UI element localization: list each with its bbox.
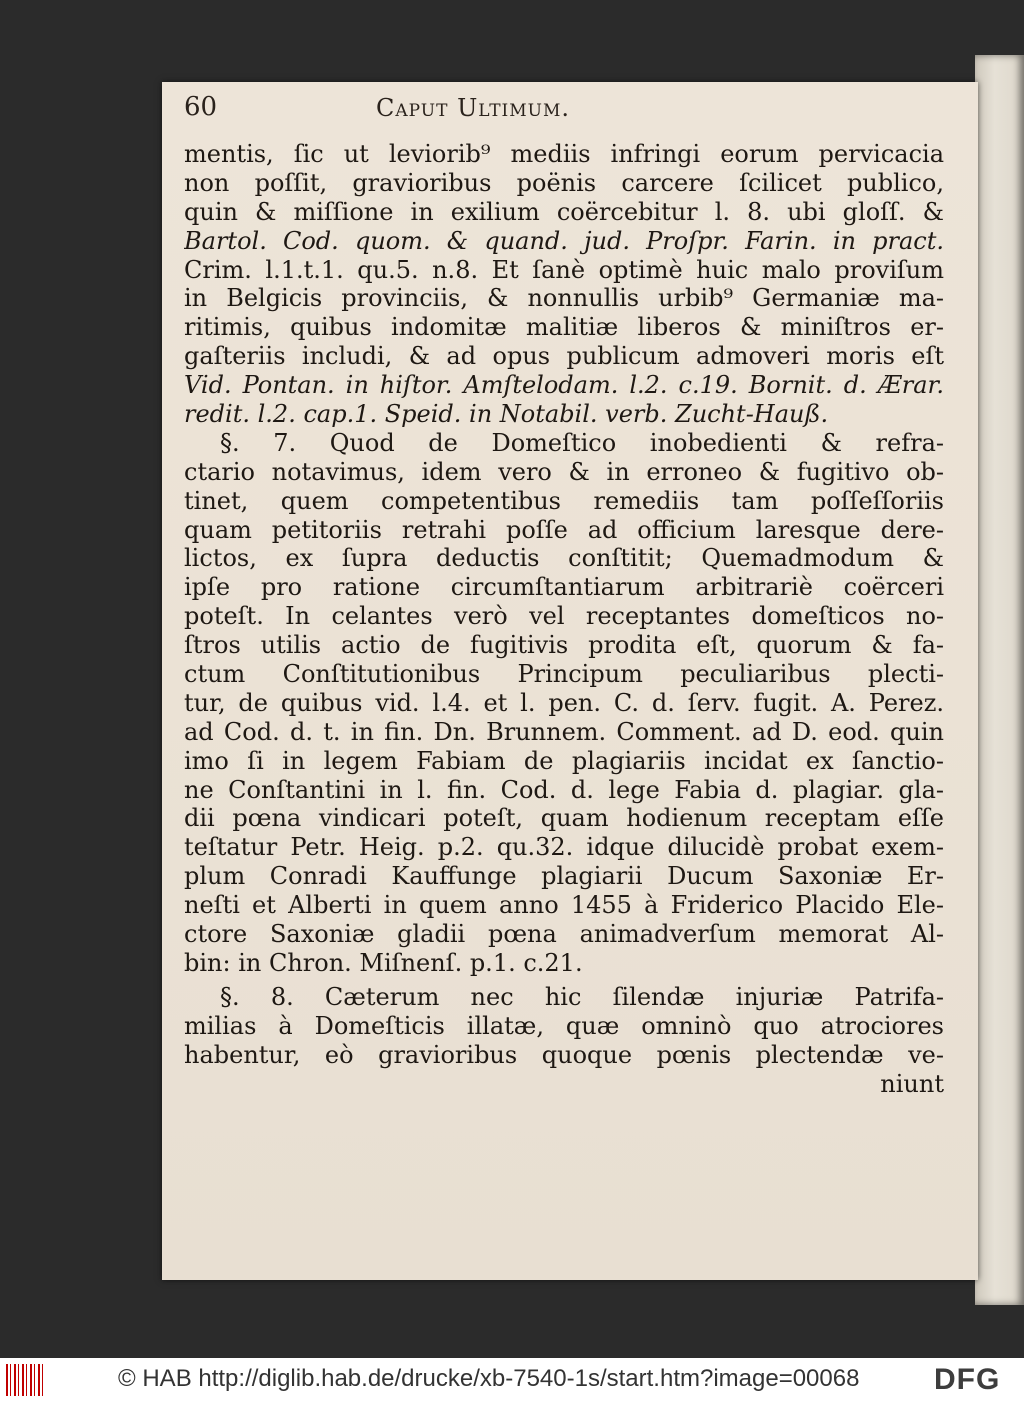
text-line: ipſe pro ratione circumſtantiarum arbitrariè coërceri [184,573,944,602]
copyright-url[interactable]: © HAB http://diglib.hab.de/drucke/xb-7540-1s/start.htm?image=00068 [118,1365,860,1392]
text-line: gaſteriis includi, & ad opus publicum admoveri moris eſt [184,342,944,371]
text-line: ritimis, quibus indomitæ malitiæ liberos & miniſtros er- [184,313,944,342]
text-line: habentur, eò gravioribus quoque pœnis plectendæ ve- [184,1040,944,1069]
text-line: niunt [880,1069,944,1098]
barcode-icon [6,1364,46,1396]
text-line: neſti et Alberti in quem anno 1455 à Friderico Placido Ele- [184,891,944,920]
text-line: dii pœna vindicari poteſt, quam hodienum receptam eſſe [184,804,944,833]
text-line: ctore Saxoniæ gladii pœna animadverſum memorat Al- [184,920,944,949]
text-line: milias à Domeſticis illatæ, quæ omninò quo atrociores [184,1011,944,1040]
text-line: tinet, quem competentibus remediis tam poſſeſſoriis [184,486,944,515]
text-line: lictos, ex ſupra deductis conſtitit; Quemadmodum & [184,544,944,573]
text-line: ctum Conſtitutionibus Principum peculiaribus plecti- [184,660,944,689]
running-head [184,92,944,128]
footer-bar [0,1358,1024,1402]
dfg-logo: DFG [934,1363,1001,1396]
text-line: quin & miſſione in exilium coërcebitur l. 8. ubi gloſſ. & [184,197,944,226]
text-line: non poſſit, gravioribus poënis carcere ſcilicet publico, [184,168,944,197]
text-line: Crim. l.1.t.1. qu.5. n.8. Et ſanè optimè huic malo proviſum [184,255,944,284]
text-line: ad Cod. d. t. in fin. Dn. Brunnem. Comment. ad D. eod. quin [184,717,944,746]
page-number: 60 [184,92,218,122]
adjacent-page-edge [975,55,1024,1305]
text-line: poteſt. In celantes verò vel receptantes domeſticos no- [184,602,944,631]
text-line: Vid. Pontan. in hiſtor. Amſtelodam. l.2. c.19. Bornit. d. Ærar. [184,371,944,400]
text-line: imo ſi in legem Fabiam de plagiariis incidat ex ſanctio- [184,746,944,775]
text-line: bin: in Chron. Miſnenſ. p.1. c.21. [184,948,583,977]
text-line: quam petitoriis retrahi poſſe ad officium laresque dere- [184,515,944,544]
text-line: mentis, ſic ut leviorib⁹ mediis infringi eorum pervicacia [184,140,944,168]
text-line: §. 8. Cæterum nec hic ſilendæ injuriæ Patrifa- [220,982,944,1011]
body-text [184,140,944,1098]
text-line: in Belgicis provinciis, & nonnullis urbib⁹ Germaniæ ma- [184,284,944,313]
text-line: §. 7. Quod de Domeſtico inobedienti & refra- [220,428,944,457]
text-line: redit. l.2. cap.1. Speid. in Notabil. verb. Zucht-Hauß. [184,400,829,429]
running-head-title: Caput Ultimum. [376,94,571,122]
text-line: Bartol. Cod. quom. & quand. jud. Proſpr. Farin. in pract. [184,226,944,255]
text-line: ctario notavimus, idem vero & in erroneo & fugitivo ob- [184,457,944,486]
text-line: tur, de quibus vid. l.4. et l. pen. C. d. ſerv. fugit. A. Perez. [184,688,944,717]
text-line: plum Conradi Kauffunge plagiarii Ducum Saxoniæ Er- [184,862,944,891]
text-line: ſtros utilis actio de fugitivis prodita eſt, quorum & fa- [184,631,944,660]
text-line: teſtatur Petr. Heig. p.2. qu.32. idque dilucidè probat exem- [184,833,944,862]
text-line: ne Conſtantini in l. fin. Cod. d. lege Fabia d. plagiar. gla- [184,775,944,804]
